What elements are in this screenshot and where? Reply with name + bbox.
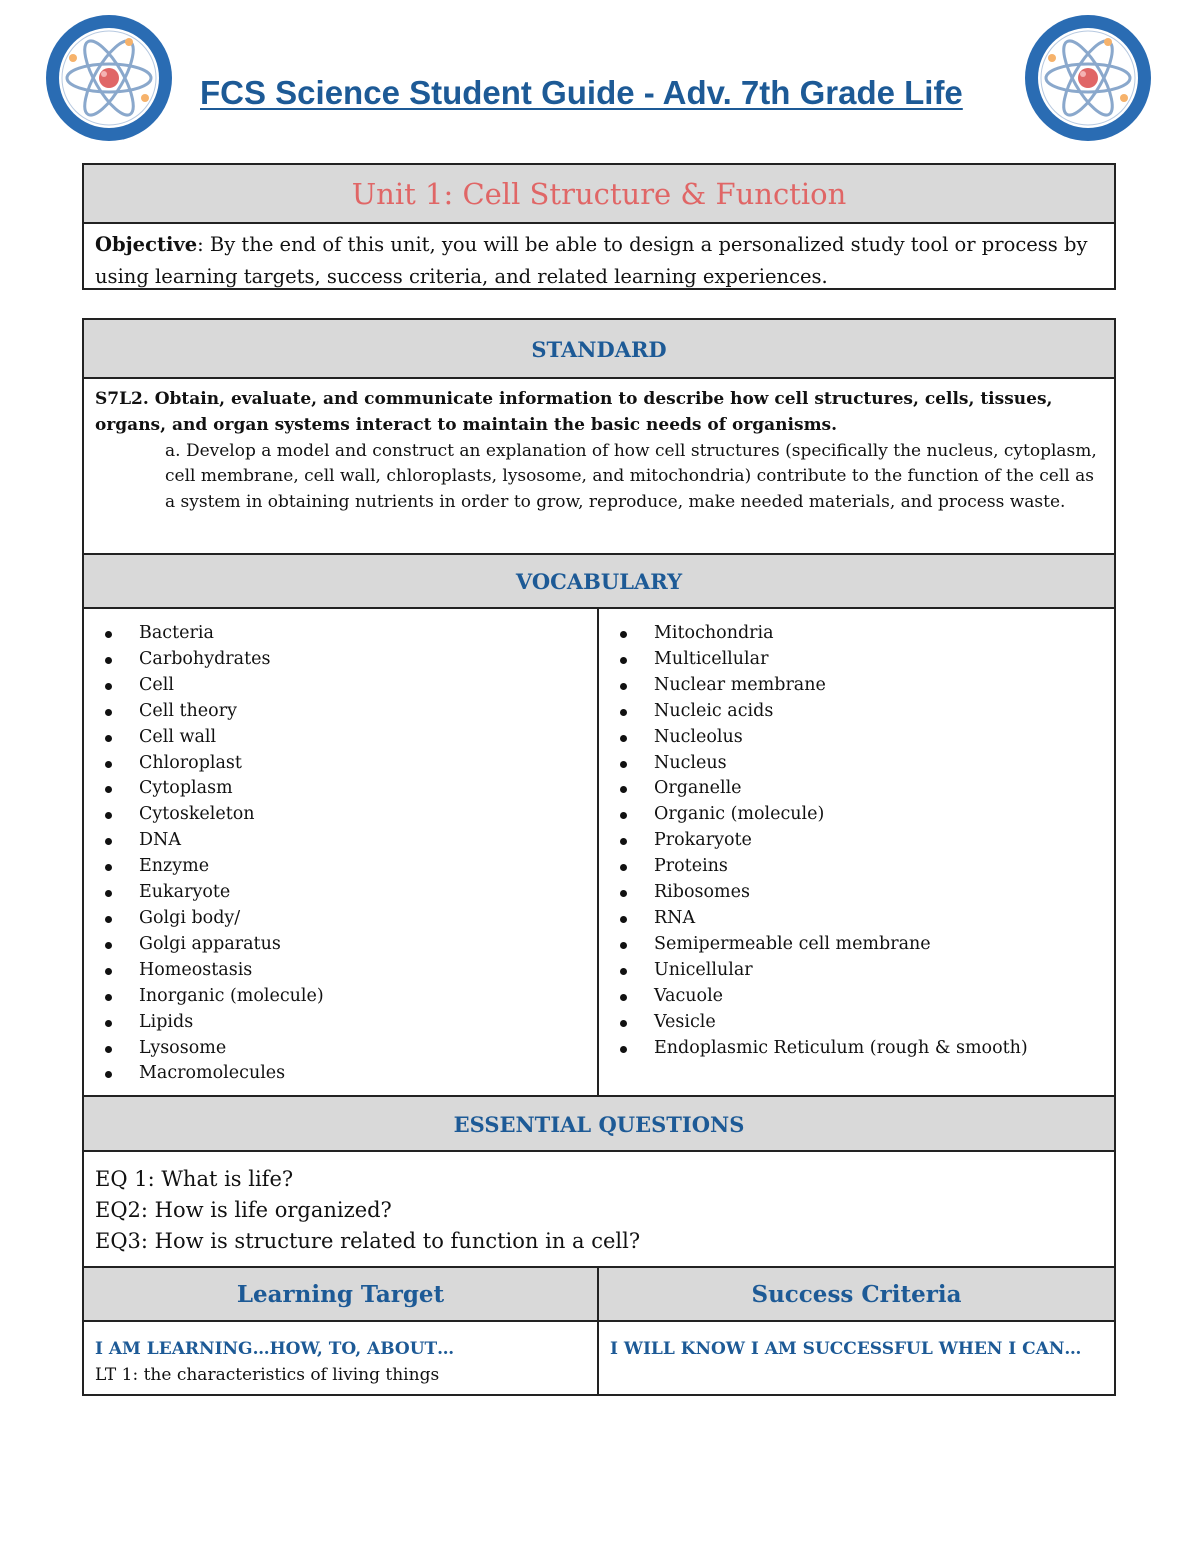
atom-logo-icon [43, 12, 175, 144]
vocabulary-term: Organelle [617, 776, 1114, 802]
learning-target-prompt: I AM LEARNING…HOW, TO, ABOUT… [95, 1339, 455, 1359]
vocabulary-term: Vacuole [617, 984, 1114, 1010]
vocabulary-term: Cell wall [102, 725, 597, 751]
atom-logo-icon [1022, 12, 1154, 144]
objective-label: Objective [95, 233, 198, 256]
vocabulary-term: Enzyme [102, 854, 597, 880]
vocabulary-term: Macromolecules [102, 1061, 597, 1087]
essential-question: EQ3: How is structure related to function in a cell? [95, 1229, 641, 1253]
vocabulary-term: Vesicle [617, 1010, 1114, 1036]
school-logo-right [1022, 12, 1154, 144]
unit-box [82, 163, 1116, 290]
objective-text: : By the end of this unit, you will be able to design a personalized study tool or process by using learning targets, success criteria, and related learning experiences. [95, 233, 1088, 288]
vocabulary-term: Homeostasis [102, 958, 597, 984]
essential-question: EQ2: How is life organized? [95, 1198, 392, 1222]
objective [84, 224, 1114, 298]
vocabulary-term: Nucleic acids [617, 699, 1114, 725]
vocabulary-term: Inorganic (molecule) [102, 984, 597, 1010]
essential-question: EQ 1: What is life? [95, 1167, 294, 1191]
vocabulary-term: Nuclear membrane [617, 673, 1114, 699]
vocabulary-term: Cytoplasm [102, 776, 597, 802]
vocabulary-column-right [599, 609, 1114, 1095]
learning-target-heading: Learning Target [84, 1268, 597, 1322]
vocabulary-term: Ribosomes [617, 880, 1114, 906]
vocabulary-body [84, 609, 1114, 1097]
success-criteria-column [599, 1268, 1114, 1394]
vocabulary-term: Bacteria [102, 621, 597, 647]
vocabulary-list-left [102, 621, 597, 1087]
vocabulary-term: RNA [617, 906, 1114, 932]
vocabulary-term: Carbohydrates [102, 647, 597, 673]
vocabulary-term: Semipermeable cell membrane [617, 932, 1114, 958]
success-criteria-prompt: I WILL KNOW I AM SUCCESSFUL WHEN I CAN… [610, 1339, 1082, 1359]
vocabulary-term: Nucleolus [617, 725, 1114, 751]
vocabulary-term: Organic (molecule) [617, 802, 1114, 828]
vocabulary-term: Chloroplast [102, 751, 597, 777]
vocabulary-term: Endoplasmic Reticulum (rough & smooth) [617, 1036, 1114, 1062]
vocabulary-term: DNA [102, 828, 597, 854]
vocabulary-term: Golgi body/ [102, 906, 597, 932]
vocabulary-list-right [617, 621, 1114, 1061]
vocabulary-term: Golgi apparatus [102, 932, 597, 958]
learning-target-item: LT 1: the characteristics of living things [95, 1365, 440, 1385]
vocabulary-term: Cell [102, 673, 597, 699]
vocabulary-term: Prokaryote [617, 828, 1114, 854]
vocabulary-term: Multicellular [617, 647, 1114, 673]
standard-heading: STANDARD [84, 320, 1114, 379]
target-criteria-row [84, 1268, 1114, 1394]
standard-lead: S7L2. Obtain, evaluate, and communicate information to describe how cell structures, cells, tissues, organs, and organ systems interact to maintain the basic needs of organisms. [95, 389, 1053, 435]
vocabulary-term: Mitochondria [617, 621, 1114, 647]
vocabulary-term: Eukaryote [102, 880, 597, 906]
vocabulary-column-left [84, 609, 599, 1095]
essential-questions-heading: ESSENTIAL QUESTIONS [84, 1097, 1114, 1152]
standard-element-a: a. Develop a model and construct an explanation of how cell structures (specifically the nucleus, cytoplasm, cell membrane, cell wall, chloroplasts, lysosome, and mitochondria) contribute to the function of the cell as a system in obtaining nutrients in order to grow, reproduce, make needed materials, and process waste. [165, 440, 1097, 513]
vocabulary-heading: VOCABULARY [84, 555, 1114, 609]
unit-title: Unit 1: Cell Structure & Function [84, 165, 1114, 224]
main-table [82, 318, 1116, 1396]
document-title: FCS Science Student Guide - Adv. 7th Grade Life [200, 74, 963, 111]
success-criteria-body [599, 1322, 1114, 1394]
school-logo-left [43, 12, 175, 144]
success-criteria-heading: Success Criteria [599, 1268, 1114, 1322]
standard-body [84, 379, 1114, 555]
learning-target-column [84, 1268, 599, 1394]
vocabulary-term: Lipids [102, 1010, 597, 1036]
vocabulary-term: Lysosome [102, 1036, 597, 1062]
vocabulary-term: Unicellular [617, 958, 1114, 984]
vocabulary-term: Nucleus [617, 751, 1114, 777]
vocabulary-term: Proteins [617, 854, 1114, 880]
vocabulary-term: Cell theory [102, 699, 597, 725]
essential-questions-body [84, 1152, 1114, 1268]
vocabulary-term: Cytoskeleton [102, 802, 597, 828]
learning-target-body [84, 1322, 597, 1394]
